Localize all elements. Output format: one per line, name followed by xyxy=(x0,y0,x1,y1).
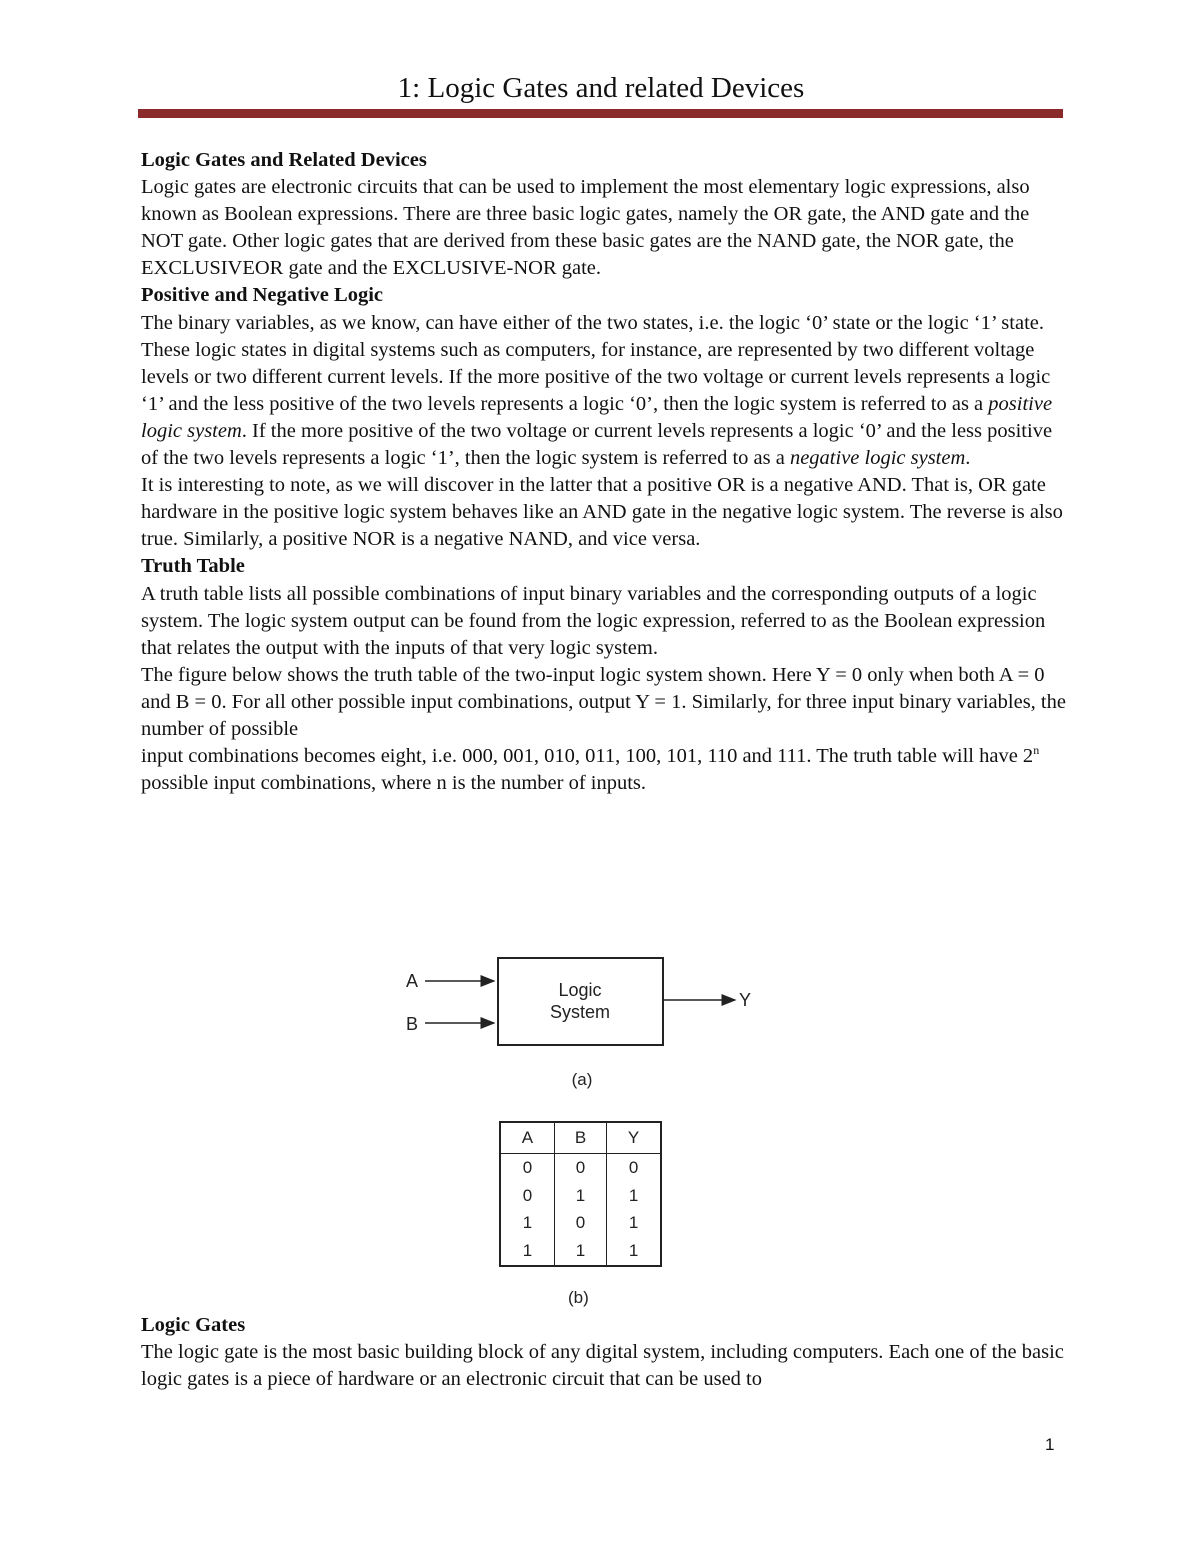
truth-table-cell: 0 xyxy=(522,1157,533,1177)
text-run: The binary variables, as we know, can have either of the two states, i.e. the logic ‘0’ state or the logic ‘1’ state. These logic states in digital systems such as computers, for instance, are represented by two different voltage levels or two different current levels. If the more positive of the two voltage or current levels represents a logic ‘1’ and the less positive of the two levels represents a logic ‘0’, then the logic system is referred to as a xyxy=(141,311,1051,415)
figure-a-caption: (a) xyxy=(571,1070,593,1089)
heading-truth-table: Truth Table xyxy=(141,555,245,578)
truth-table-header: Y xyxy=(607,1122,661,1154)
paragraph-logic-gates: The logic gate is the most basic building block of any digital system, including computers. Each one of the basic logic gates is a piece of hardware or an electronic circuit that can be used to xyxy=(141,1341,1064,1391)
truth-table-cell: 1 xyxy=(607,1237,661,1266)
block-label-line2: System xyxy=(549,1002,611,1022)
table-row xyxy=(500,1237,661,1266)
text-run: possible input combinations, where n is the number of inputs. xyxy=(141,772,647,795)
paragraph-figure-description: The figure below shows the truth table of the two-input logic system shown. Here Y = 0 only when both A = 0 and B = 0. For all other possible input combinations, output Y = 1. Similarly, for three input binary variables, the number of possible xyxy=(141,663,1066,740)
table-row xyxy=(500,1209,661,1237)
figure-logic-system-diagram xyxy=(398,950,778,1095)
truth-table-cell: 1 xyxy=(554,1182,606,1210)
document-body-continued xyxy=(141,1312,1066,1393)
paragraph-intro: Logic gates are electronic circuits that can be used to implement the most elementary logic expressions, also known as Boolean expressions. There are three basic logic gates, namely the OR gate, the AND gate and the NOT gate. Other logic gates that are derived from these basic gates are the NAND gate, the NOR gate, the EXCLUSIVEOR gate and the EXCLUSIVE-NOR gate. xyxy=(141,176,1030,280)
block-label-line1: Logic xyxy=(558,980,602,1000)
heading-logic-gates-related-devices: Logic Gates and Related Devices xyxy=(141,149,427,171)
emphasis-positive-logic: positive logic system xyxy=(141,392,1053,442)
document-body xyxy=(141,147,1066,797)
figure-b-caption: (b) xyxy=(568,1288,589,1307)
header-rule xyxy=(138,109,1063,118)
text-run: input combinations becomes eight, i.e. 000, 001, 010, 011, 100, 101, 110 and 111. The truth table will have 2 xyxy=(141,745,1034,768)
truth-table xyxy=(499,1121,662,1267)
page-number: 1 xyxy=(1045,1435,1055,1454)
paragraph-truth-table-def: A truth table lists all possible combinations of input binary variables and the corresponding outputs of a logic system. The logic system output can be found from the logic expression, referred to as the Boolean expression that relates the output with the inputs of that very logic system. xyxy=(141,582,1046,659)
superscript-n: n xyxy=(1033,743,1040,758)
truth-table-cell: 1 xyxy=(522,1241,533,1261)
input-b-label: B xyxy=(406,1014,419,1034)
truth-table-header-row xyxy=(500,1122,661,1154)
table-row xyxy=(500,1154,661,1182)
truth-table-cell: 1 xyxy=(554,1237,606,1266)
truth-table-cell: 1 xyxy=(522,1213,533,1233)
text-run: . xyxy=(965,447,971,470)
paragraph-positive-or: It is interesting to note, as we will discover in the latter that a positive OR is a negative AND. That is, OR gate hardware in the positive logic system behaves like an AND gate in the negative logic system. The reverse is also true. Similarly, a positive NOR is a negative NAND, and vice versa. xyxy=(141,474,1063,551)
truth-table-cell: 0 xyxy=(554,1209,606,1237)
truth-table-cell: 0 xyxy=(522,1185,533,1205)
text-run: . If the more positive of the two voltage or current levels represents a logic ‘0’ and the less positive of the two levels represents a logic ‘1’, then the logic system is referred to as a xyxy=(141,419,1053,470)
truth-table-cell: 0 xyxy=(554,1154,606,1182)
truth-table-cell: 1 xyxy=(607,1182,661,1210)
input-a-label: A xyxy=(406,971,419,991)
truth-table-cell: 1 xyxy=(607,1209,661,1237)
table-row xyxy=(500,1182,661,1210)
figure-truth-table xyxy=(496,1118,668,1314)
output-y-label: Y xyxy=(739,990,752,1010)
paragraph-combinations xyxy=(141,743,1066,797)
truth-table-header: B xyxy=(554,1122,606,1154)
emphasis-negative-logic: negative logic system xyxy=(789,447,966,470)
logic-system-svg xyxy=(398,950,778,1095)
truth-table-header: A xyxy=(500,1122,554,1154)
heading-positive-negative-logic: Positive and Negative Logic xyxy=(141,284,383,307)
heading-logic-gates: Logic Gates xyxy=(141,1314,246,1336)
page-header-title: 1: Logic Gates and related Devices xyxy=(397,72,805,104)
truth-table-cell: 0 xyxy=(607,1154,661,1182)
paragraph-positive-negative xyxy=(141,310,1066,473)
